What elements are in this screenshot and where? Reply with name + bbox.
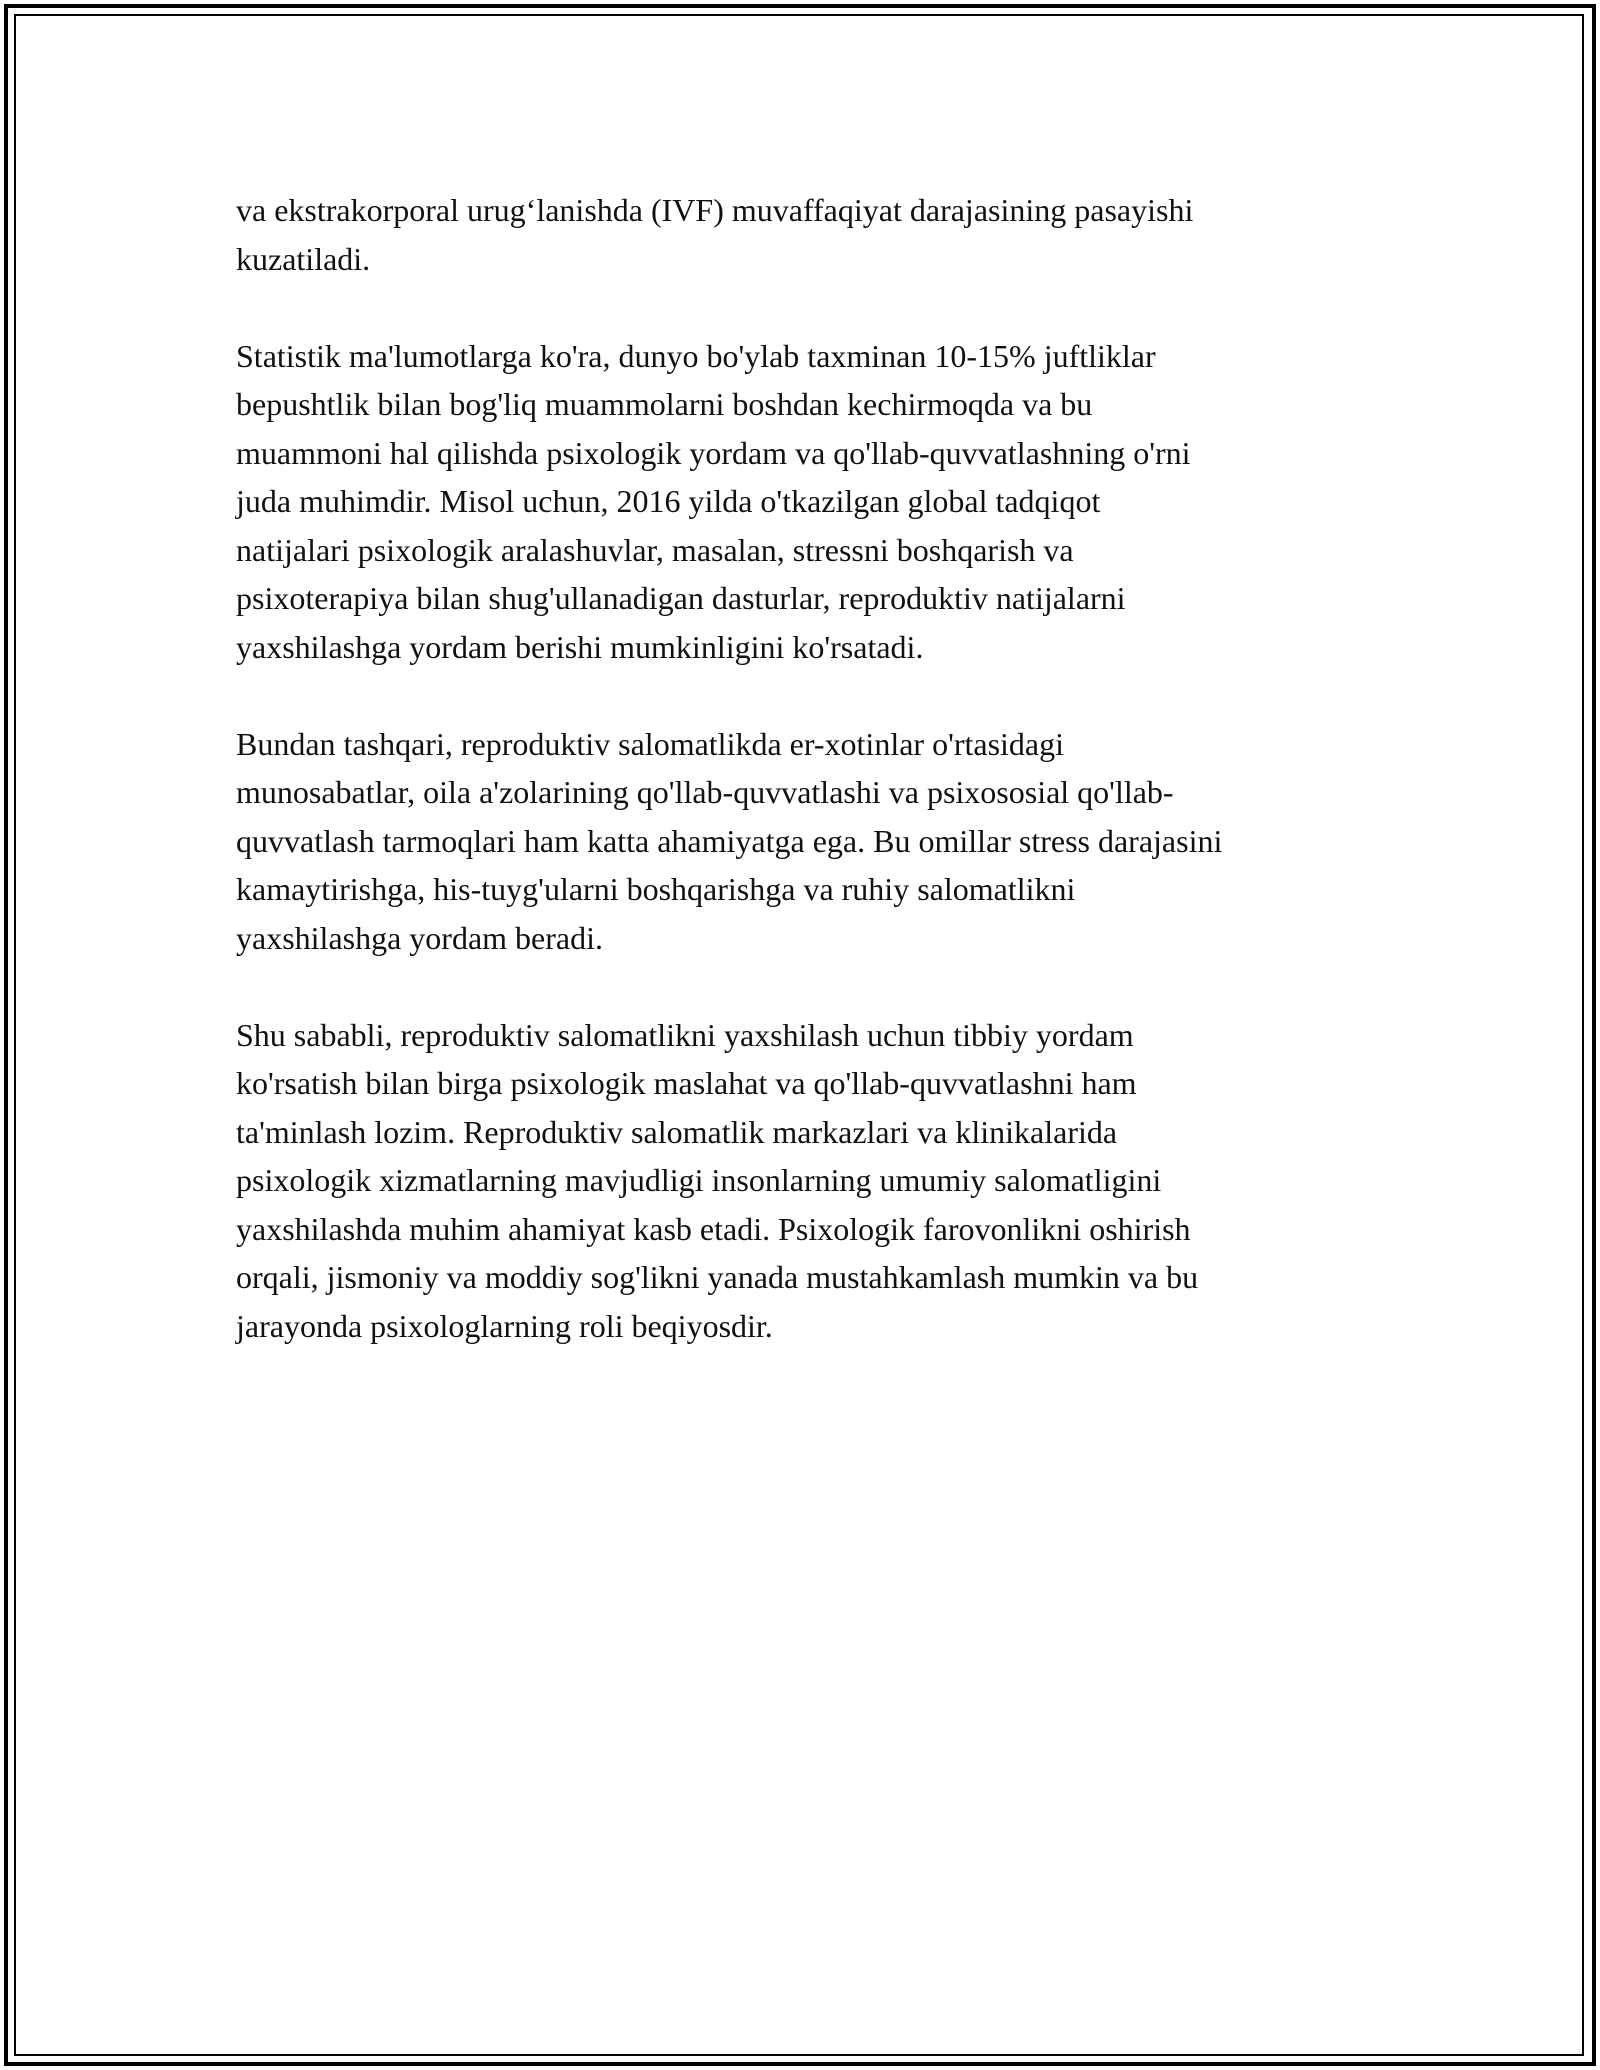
paragraph-conclusion [236,1011,1376,1351]
text-line: yaxshilashda muhim ahamiyat kasb etadi. Psixologik farovonlikni oshirish [236,1210,1191,1247]
text-line: yaxshilashga yordam berishi mumkinligini ko'rsatadi. [236,628,924,665]
text-line: psixologik xizmatlarning mavjudligi insonlarning umumiy salomatligini [236,1162,1162,1198]
text-line: va ekstrakorporal urug‘lanishda (IVF) muvaffaqiyat darajasining pasayishi [236,192,1194,228]
text-line: ta'minlash lozim. Reproduktiv salomatlik markazlari va klinikalarida [236,1113,1118,1150]
text-line: Shu sababli, reproduktiv salomatlikni yaxshilash uchun tibbiy yordam [236,1016,1134,1053]
text-line: juda muhimdir. Misol uchun, 2016 yilda o'tkazilgan global tadqiqot [236,483,1101,519]
text-line: kamaytirishga, his-tuyg'ularni boshqarishga va ruhiy salomatlikni [236,871,1076,907]
text-line: munosabatlar, oila a'zolarining qo'llab-quvvatlashi va psixososial qo'llab- [236,774,1174,810]
paragraph-ivf [236,186,1376,283]
paragraph-relationships [236,720,1376,963]
text-line: orqali, jismoniy va moddiy sog'likni yanada mustahkamlash mumkin va bu [236,1259,1199,1295]
text-line: ko'rsatish bilan birga psixologik maslahat va qo'llab-quvvatlashni ham [236,1065,1137,1101]
text-line: psixoterapiya bilan shug'ullanadigan dasturlar, reproduktiv natijalarni [236,580,1126,616]
text-line: kuzatiladi. [236,240,371,277]
text-line: quvvatlash tarmoqlari ham katta ahamiyatga ega. Bu omillar stress darajasini [236,822,1223,859]
text-line: Statistik ma'lumotlarga ko'ra, dunyo bo'ylab taxminan 10-15% juftliklar [236,337,1156,374]
text-line: yaxshilashga yordam beradi. [236,919,603,956]
document-body [236,186,1376,1399]
text-line: bepushtlik bilan bog'liq muammolarni boshdan kechirmoqda va bu [236,386,1093,422]
text-line: natijalari psixologik aralashuvlar, masalan, stressni boshqarish va [236,531,1074,568]
text-line: jarayonda psixologlarning roli beqiyosdir. [236,1307,773,1344]
text-line: Bundan tashqari, reproduktiv salomatlikda er-xotinlar o'rtasidagi [236,725,1065,762]
text-line: muammoni hal qilishda psixologik yordam va qo'llab-quvvatlashning o'rni [236,434,1191,471]
paragraph-statistics [236,332,1376,672]
